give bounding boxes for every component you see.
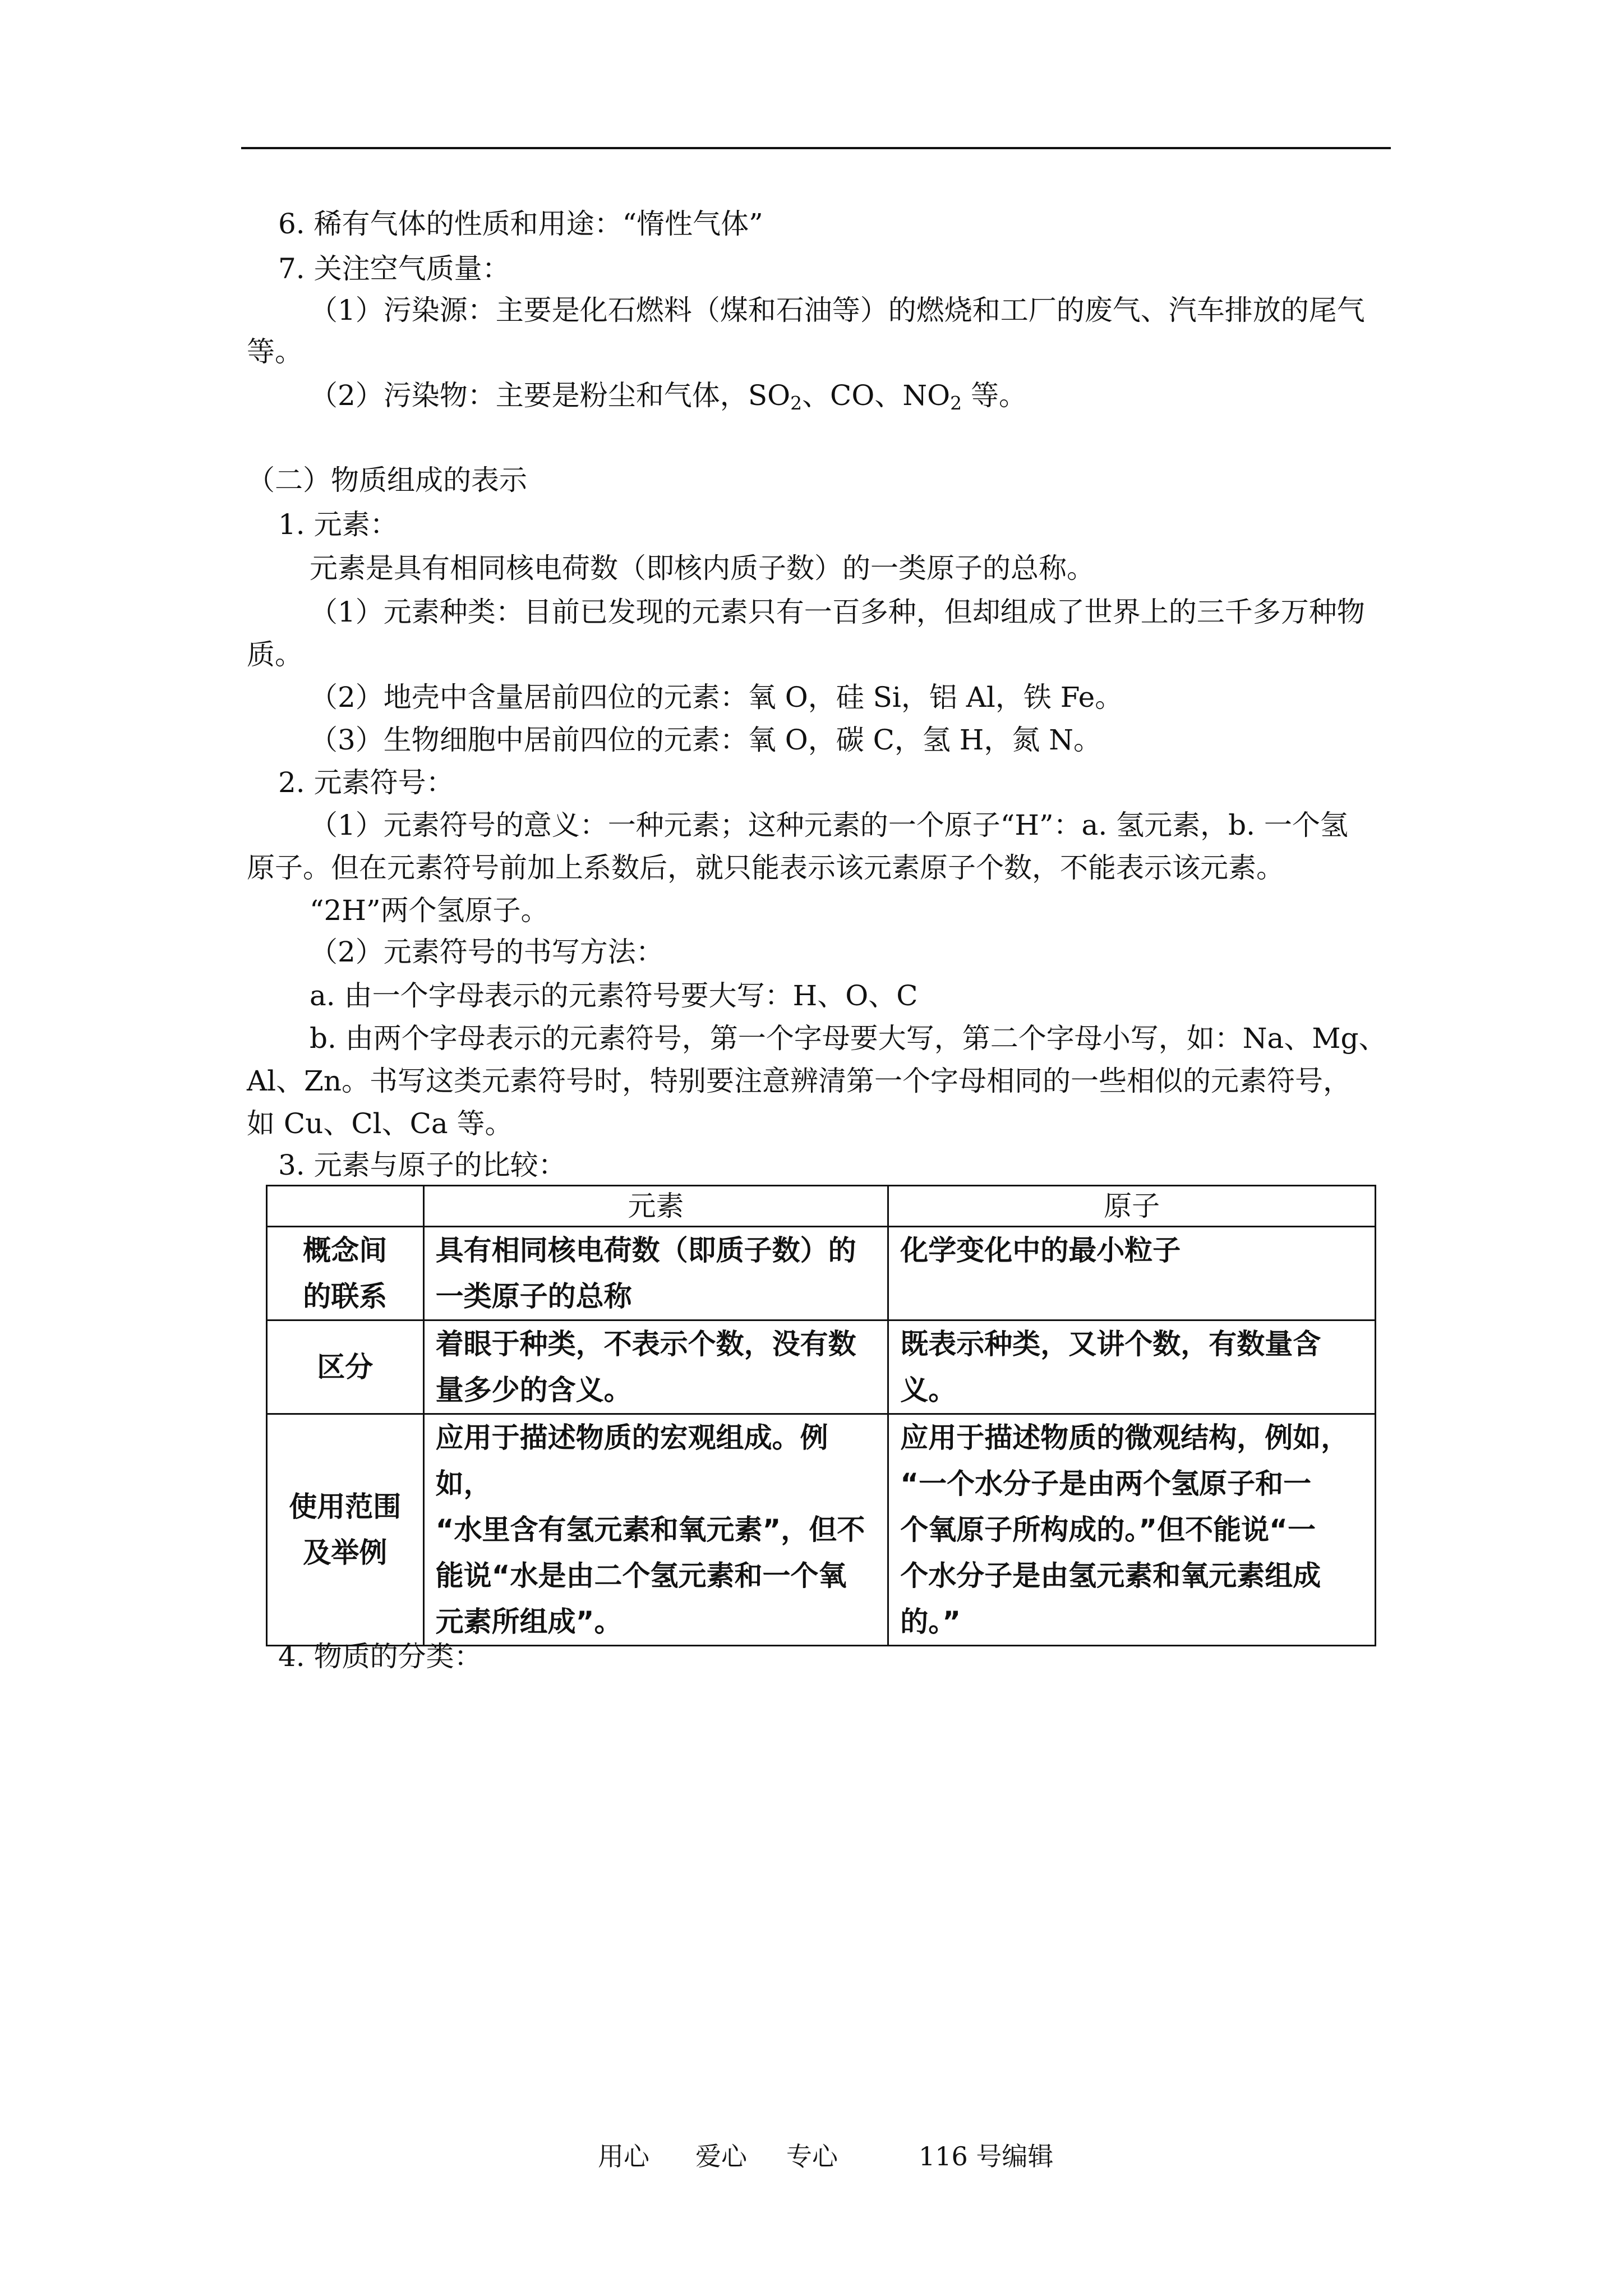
table-row	[267, 1320, 1376, 1414]
item-3: 3. 元素与原子的比较：	[278, 1149, 566, 1181]
row-label: 概念间 的联系	[267, 1227, 424, 1320]
symbol-writing: （2）元素符号的书写方法：	[310, 936, 664, 968]
item-1: 1. 元素：	[278, 508, 398, 541]
element-definition: 元素是具有相同核电荷数（即核内质子数）的一类原子的总称。	[310, 552, 1095, 585]
element-cell: 应用于描述物质的宏观组成。例如， “水里含有氢元素和氧元素”，但不 能说“水是由二个氢元素和一个氧 元素所组成”。	[423, 1414, 888, 1646]
item-2: 2. 元素符号：	[278, 766, 454, 799]
footer-text-4: 116 号编辑	[919, 2141, 1054, 2171]
element-cell: 具有相同核电荷数（即质子数）的 一类原子的总称	[423, 1227, 888, 1320]
footer-text-3: 专心	[786, 2141, 838, 2171]
table-corner-cell	[267, 1186, 424, 1227]
row-label: 使用范围 及举例	[267, 1414, 424, 1646]
crust-elements: （2）地壳中含量居前四位的元素：氧 O，硅 Si，铝 Al，铁 Fe。	[310, 681, 1123, 714]
row-label: 区分	[267, 1320, 424, 1414]
header-element: 元素	[423, 1186, 888, 1227]
atom-cell: 化学变化中的最小粒子	[888, 1227, 1376, 1320]
rule-b-cont2: 如 Cu、Cl、Ca 等。	[247, 1107, 513, 1140]
atom-cell: 既表示种类，又讲个数，有数量含义。	[888, 1320, 1376, 1414]
table-row	[267, 1227, 1376, 1320]
item-4: 4. 物质的分类：	[278, 1640, 482, 1673]
pollution-source-cont: 等。	[247, 335, 303, 368]
atom-cell: 应用于描述物质的微观结构，例如， “一个水分子是由两个氢原子和一 个氧原子所构成的。”但不能说“一 个水分子是由氢元素和氧元素组成 的。”	[888, 1414, 1376, 1646]
rule-a: a. 由一个字母表示的元素符号要大写：H、O、C	[310, 979, 918, 1012]
rule-b-cont1: Al、Zn。书写这类元素符号时，特别要注意辨清第一个字母相同的一些相似的元素符号，	[247, 1065, 1352, 1097]
pollutants-text: （2）污染物：主要是粉尘和气体，	[310, 379, 748, 412]
co-text: 、CO、	[802, 379, 903, 412]
item-6: 6. 稀有气体的性质和用途：“惰性气体”	[278, 208, 763, 240]
pollutants-tail: 等。	[962, 379, 1027, 412]
no2-formula: $NO_2$	[902, 379, 962, 414]
pollutants	[310, 377, 1027, 414]
rule-b: b. 由两个字母表示的元素符号，第一个字母要大写，第二个字母小写，如：Na、Mg、	[310, 1022, 1387, 1055]
cell-elements: （3）生物细胞中居前四位的元素：氧 O，碳 C，氢 H，氮 N。	[310, 724, 1101, 756]
so2-formula: $SO_2$	[748, 379, 803, 414]
symbol-meaning-cont: 原子。但在元素符号前加上系数后，就只能表示该元素原子个数，不能表示该元素。	[247, 852, 1284, 884]
element-cell: 着眼于种类，不表示个数，没有数 量多少的含义。	[423, 1320, 888, 1414]
table-row	[267, 1414, 1376, 1646]
footer-text-2: 爱心	[695, 2141, 747, 2171]
element-kinds: （1）元素种类：目前已发现的元素只有一百多种，但却组成了世界上的三千多万种物	[310, 596, 1365, 628]
item-7: 7. 关注空气质量：	[278, 252, 510, 285]
section-heading: （二）物质组成的表示	[247, 464, 527, 496]
pollution-source: （1）污染源：主要是化石燃料（煤和石油等）的燃烧和工厂的废气、汽车排放的尾气	[310, 294, 1365, 326]
element-kinds-cont: 质。	[247, 638, 303, 671]
symbol-meaning: （1）元素符号的意义：一种元素；这种元素的一个原子“H”：a. 氢元素，b. 一个氢	[310, 809, 1348, 841]
header-atom: 原子	[888, 1186, 1376, 1227]
two-h-example: “2H”两个氢原子。	[310, 894, 549, 927]
comparison-table	[266, 1185, 1376, 1646]
table-header-row	[267, 1186, 1376, 1227]
footer-text-1: 用心	[598, 2141, 649, 2171]
header-rule	[241, 147, 1391, 149]
